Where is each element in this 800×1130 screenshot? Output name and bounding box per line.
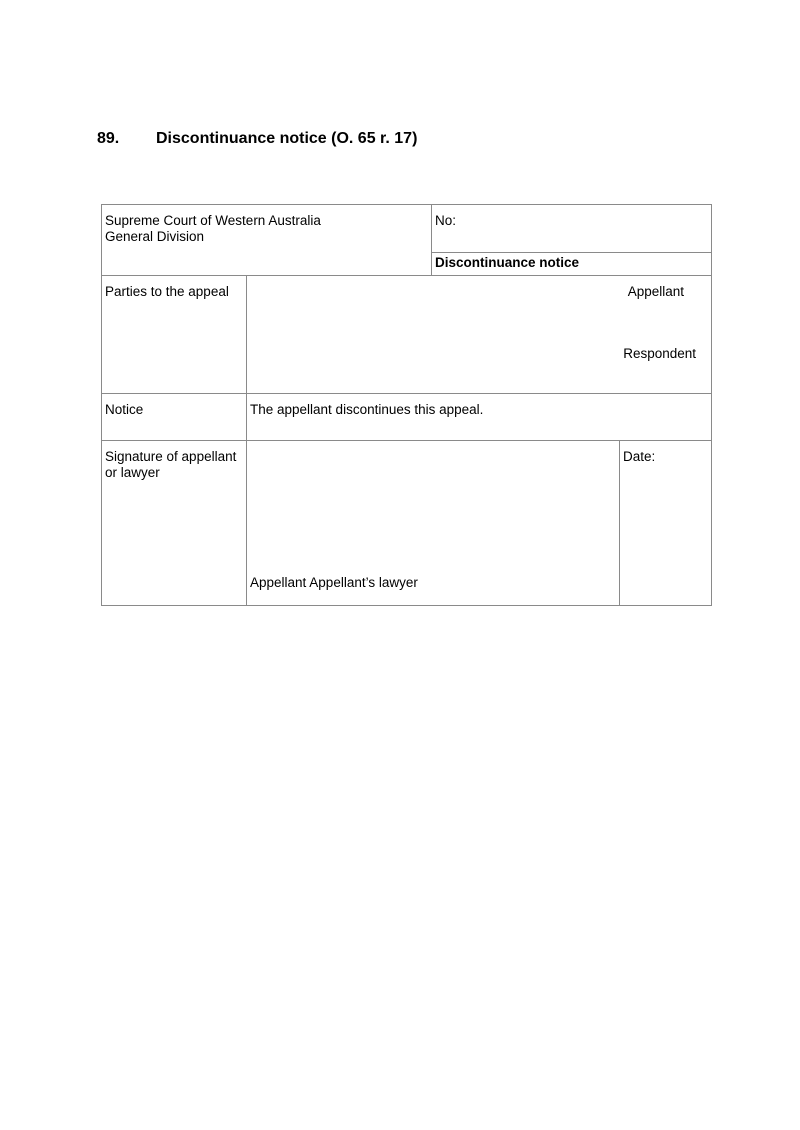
respondent-label: Respondent [623,346,697,361]
section-number: 89. [97,130,120,147]
case-number-cell[interactable] [432,205,712,253]
signature-label-cell [102,441,247,606]
parties-label-cell [102,276,247,394]
discontinuance-form-table [101,204,712,606]
signature-field[interactable] [247,441,620,606]
case-number-label: No: [435,213,457,228]
section-heading [97,130,417,148]
date-field[interactable] [620,441,712,606]
signature-caption: Appellant Appellant’s lawyer [250,575,418,590]
notice-label: Notice [105,402,144,417]
parties-label: Parties to the appeal [105,284,229,299]
notice-text-cell [247,394,712,441]
notice-text: The appellant discontinues this appeal. [250,402,484,417]
court-cell [102,205,432,276]
form-title-cell [432,253,712,276]
appellant-label: Appellant [627,284,685,299]
date-label: Date: [623,449,656,464]
court-name: Supreme Court of Western Australia [105,213,321,228]
section-title: Discontinuance notice (O. 65 r. 17) [156,130,418,147]
signature-label-cont: or lawyer [105,465,160,480]
signature-label: Signature of appellant [105,449,237,464]
court-division: General Division [105,229,205,244]
parties-cell[interactable] [247,276,712,394]
form-title: Discontinuance notice [435,255,580,270]
notice-label-cell [102,394,247,441]
